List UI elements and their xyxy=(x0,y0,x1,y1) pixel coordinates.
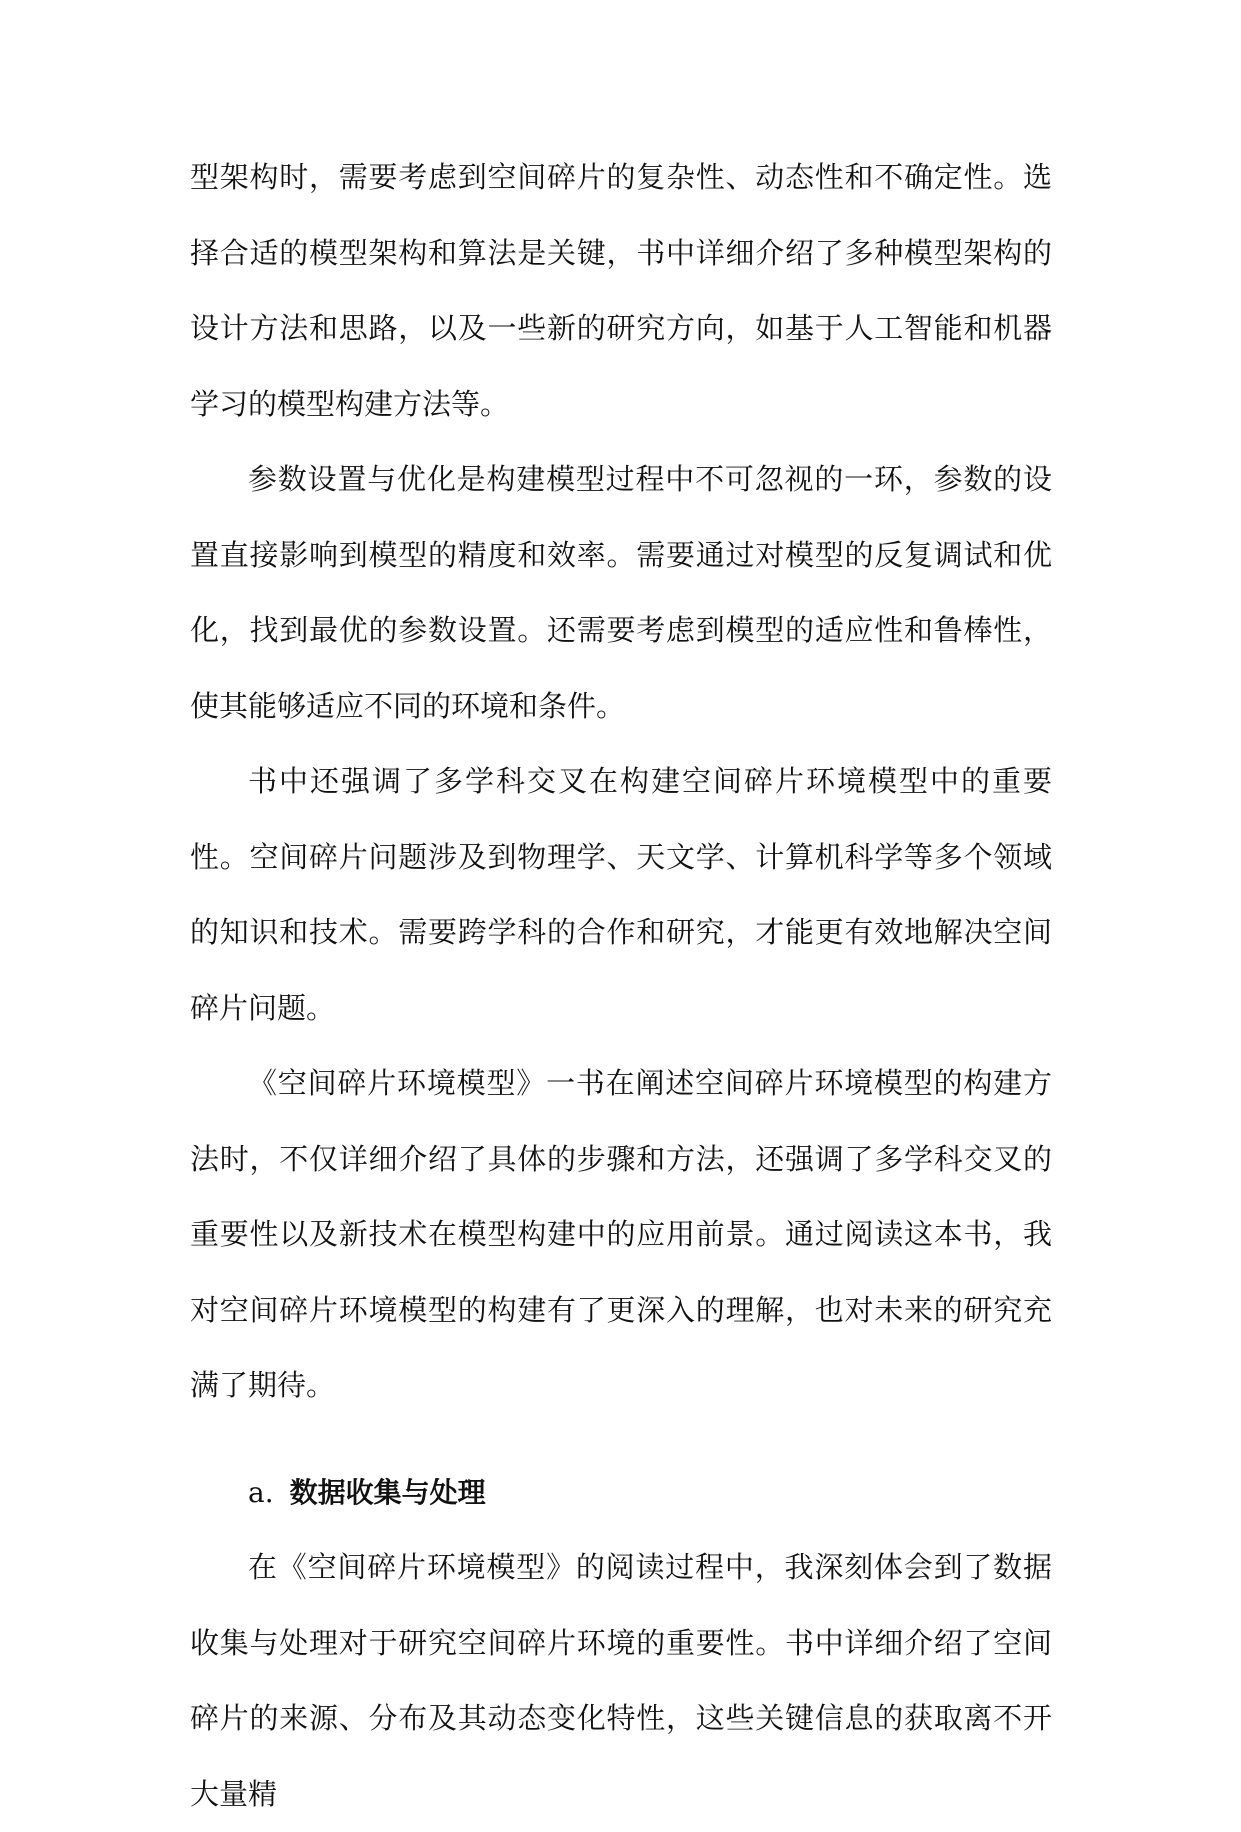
document-body xyxy=(190,140,1052,1832)
paragraph-interdisciplinary: 书中还强调了多学科交叉在构建空间碎片环境模型中的重要性。空间碎片问题涉及到物理学、天文学、计算机科学等多个领域的知识和技术。需要跨学科的合作和研究，才能更有效地解决空间碎片问题。 xyxy=(190,764,1052,1025)
paragraph-continued: 型架构时，需要考虑到空间碎片的复杂性、动态性和不确定性。选择合适的模型架构和算法是关键，书中详细介绍了多种模型架构的设计方法和思路，以及一些新的研究方向，如基于人工智能和机器学习的模型构建方法等。 xyxy=(190,160,1052,421)
section-heading xyxy=(190,1455,1052,1531)
paragraph-parameter-settings: 参数设置与优化是构建模型过程中不可忽视的一环，参数的设置直接影响到模型的精度和效率。需要通过对模型的反复调试和优化，找到最优的参数设置。还需要考虑到模型的适应性和鲁棒性，使其能够适应不同的环境和条件。 xyxy=(190,462,1052,723)
paragraph-data-collection: 在《空间碎片环境模型》的阅读过程中，我深刻体会到了数据收集与处理对于研究空间碎片环境的重要性。书中详细介绍了空间碎片的来源、分布及其动态变化特性，这些关键信息的获取离不开大量精 xyxy=(190,1550,1052,1811)
section-heading-marker: a. xyxy=(248,1475,274,1509)
paragraph-book-summary: 《空间碎片环境模型》一书在阐述空间碎片环境模型的构建方法时，不仅详细介绍了具体的步骤和方法，还强调了多学科交叉的重要性以及新技术在模型构建中的应用前景。通过阅读这本书，我对空间碎片环境模型的构建有了更深入的理解，也对未来的研究充满了期待。 xyxy=(190,1066,1052,1402)
section-heading-title: 数据收集与处理 xyxy=(289,1475,486,1509)
